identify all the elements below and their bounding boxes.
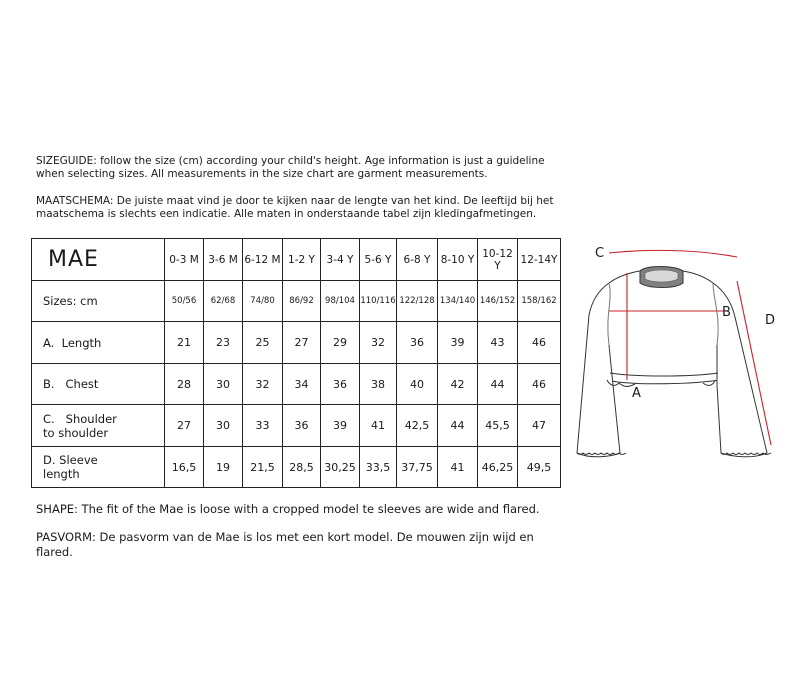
row-label-line2: length (43, 467, 80, 481)
table-row-length (32, 322, 561, 364)
table-row-shoulder (32, 405, 561, 447)
measurement-cell: 36 (397, 322, 438, 364)
measurement-cell: 33,5 (360, 447, 397, 488)
measurement-cell: 36 (283, 405, 321, 447)
measurement-cell: 39 (438, 322, 478, 364)
measurement-cell: 33 (243, 405, 283, 447)
measurement-cell: 29 (321, 322, 360, 364)
measurement-cell: 28 (165, 364, 204, 405)
measurement-cell: 32 (243, 364, 283, 405)
size-cell: 122/128 (397, 281, 438, 322)
size-cell: 50/56 (165, 281, 204, 322)
measurement-cell: 46,25 (478, 447, 518, 488)
size-cell: 134/140 (438, 281, 478, 322)
collar (640, 267, 683, 288)
row-label: Chest (65, 377, 99, 391)
age-header: 3-6 M (204, 239, 243, 281)
size-cell: 146/152 (478, 281, 518, 322)
measurement-cell: 38 (360, 364, 397, 405)
row-label-line2: to shoulder (43, 425, 109, 440)
age-header: 5-6 Y (360, 239, 397, 281)
measurement-cell: 36 (321, 364, 360, 405)
sleeve-row-label (32, 447, 165, 488)
measurement-cell: 46 (518, 322, 561, 364)
measurement-cell: 46 (518, 364, 561, 405)
measurement-cell: 30 (204, 405, 243, 447)
age-header: 10-12 Y (478, 239, 518, 281)
measurement-cell: 16,5 (165, 447, 204, 488)
measurement-cell: 19 (204, 447, 243, 488)
measurement-cell: 49,5 (518, 447, 561, 488)
shape-text-en: SHAPE: The fit of the Mae is loose with a cropped model te sleeves are wide and flared. (36, 502, 540, 516)
chest-row-label (32, 364, 165, 405)
row-label: Sleeve (59, 453, 98, 467)
measurement-cell: 44 (438, 405, 478, 447)
label-d: D (765, 313, 776, 328)
measurement-cell: 42,5 (397, 405, 438, 447)
measurement-cell: 47 (518, 405, 561, 447)
measurement-cell: 34 (283, 364, 321, 405)
sweater-outline (577, 271, 771, 457)
model-title: MAE (32, 239, 165, 281)
table-row-chest (32, 364, 561, 405)
label-a: A (632, 386, 641, 401)
measurement-cell: 37,75 (397, 447, 438, 488)
size-chart-table (31, 238, 561, 488)
measurement-cell: 45,5 (478, 405, 518, 447)
measurement-cell: 27 (165, 405, 204, 447)
measurement-cell: 44 (478, 364, 518, 405)
measurement-cell: 30,25 (321, 447, 360, 488)
table-row-sizes (32, 281, 561, 322)
size-cell: 110/116 (360, 281, 397, 322)
measurement-cell: 32 (360, 322, 397, 364)
age-header: 8-10 Y (438, 239, 478, 281)
row-label: Shoulder (65, 411, 117, 426)
sizes-row-label: Sizes: cm (32, 281, 165, 322)
shoulder-row-label (32, 405, 165, 447)
length-row-label (32, 322, 165, 364)
row-label: Length (61, 335, 102, 350)
row-letter: B. (43, 377, 55, 391)
size-cell: 98/104 (321, 281, 360, 322)
age-header: 3-4 Y (321, 239, 360, 281)
measurement-cell: 42 (438, 364, 478, 405)
measure-line-c (609, 250, 737, 257)
row-letter: C. (43, 411, 55, 426)
measurement-cell: 23 (204, 322, 243, 364)
label-c: C (595, 246, 605, 261)
age-header: 6-12 M (243, 239, 283, 281)
measurement-cell: 41 (360, 405, 397, 447)
size-cell: 158/162 (518, 281, 561, 322)
size-cell: 74/80 (243, 281, 283, 322)
row-letter: D. (43, 453, 56, 467)
sizeguide-text-nl: MAATSCHEMA: De juiste maat vind je door te kijken naar de lengte van het kind. De leeftijd bij het maatschema is slechts een indicatie. Alle maten in onderstaande tabel zijn kledingafmetingen. (36, 195, 554, 220)
row-letter: A. (43, 335, 55, 350)
age-header: 6-8 Y (397, 239, 438, 281)
measurement-cell: 21 (165, 322, 204, 364)
sizeguide-text-en: SIZEGUIDE: follow the size (cm) according your child's height. Age information is just a guideline when selecting sizes. All measurements in the size chart are garment measurements. (36, 155, 545, 180)
measurement-cell: 28,5 (283, 447, 321, 488)
measurement-cell: 25 (243, 322, 283, 364)
table-row-ages (32, 239, 561, 281)
label-b: B (722, 305, 731, 320)
table-row-sleeve (32, 447, 561, 488)
age-header: 12-14Y (518, 239, 561, 281)
measurement-cell: 27 (283, 322, 321, 364)
size-cell: 86/92 (283, 281, 321, 322)
measurement-cell: 30 (204, 364, 243, 405)
measurement-cell: 40 (397, 364, 438, 405)
garment-diagram (565, 235, 795, 465)
measurement-cell: 41 (438, 447, 478, 488)
measurement-cell: 21,5 (243, 447, 283, 488)
size-cell: 62/68 (204, 281, 243, 322)
age-header: 1-2 Y (283, 239, 321, 281)
age-header: 0-3 M (165, 239, 204, 281)
measurement-cell: 39 (321, 405, 360, 447)
shape-text-nl: PASVORM: De pasvorm van de Mae is los met een kort model. De mouwen zijn wijd en flared. (36, 530, 534, 559)
measurement-cell: 43 (478, 322, 518, 364)
